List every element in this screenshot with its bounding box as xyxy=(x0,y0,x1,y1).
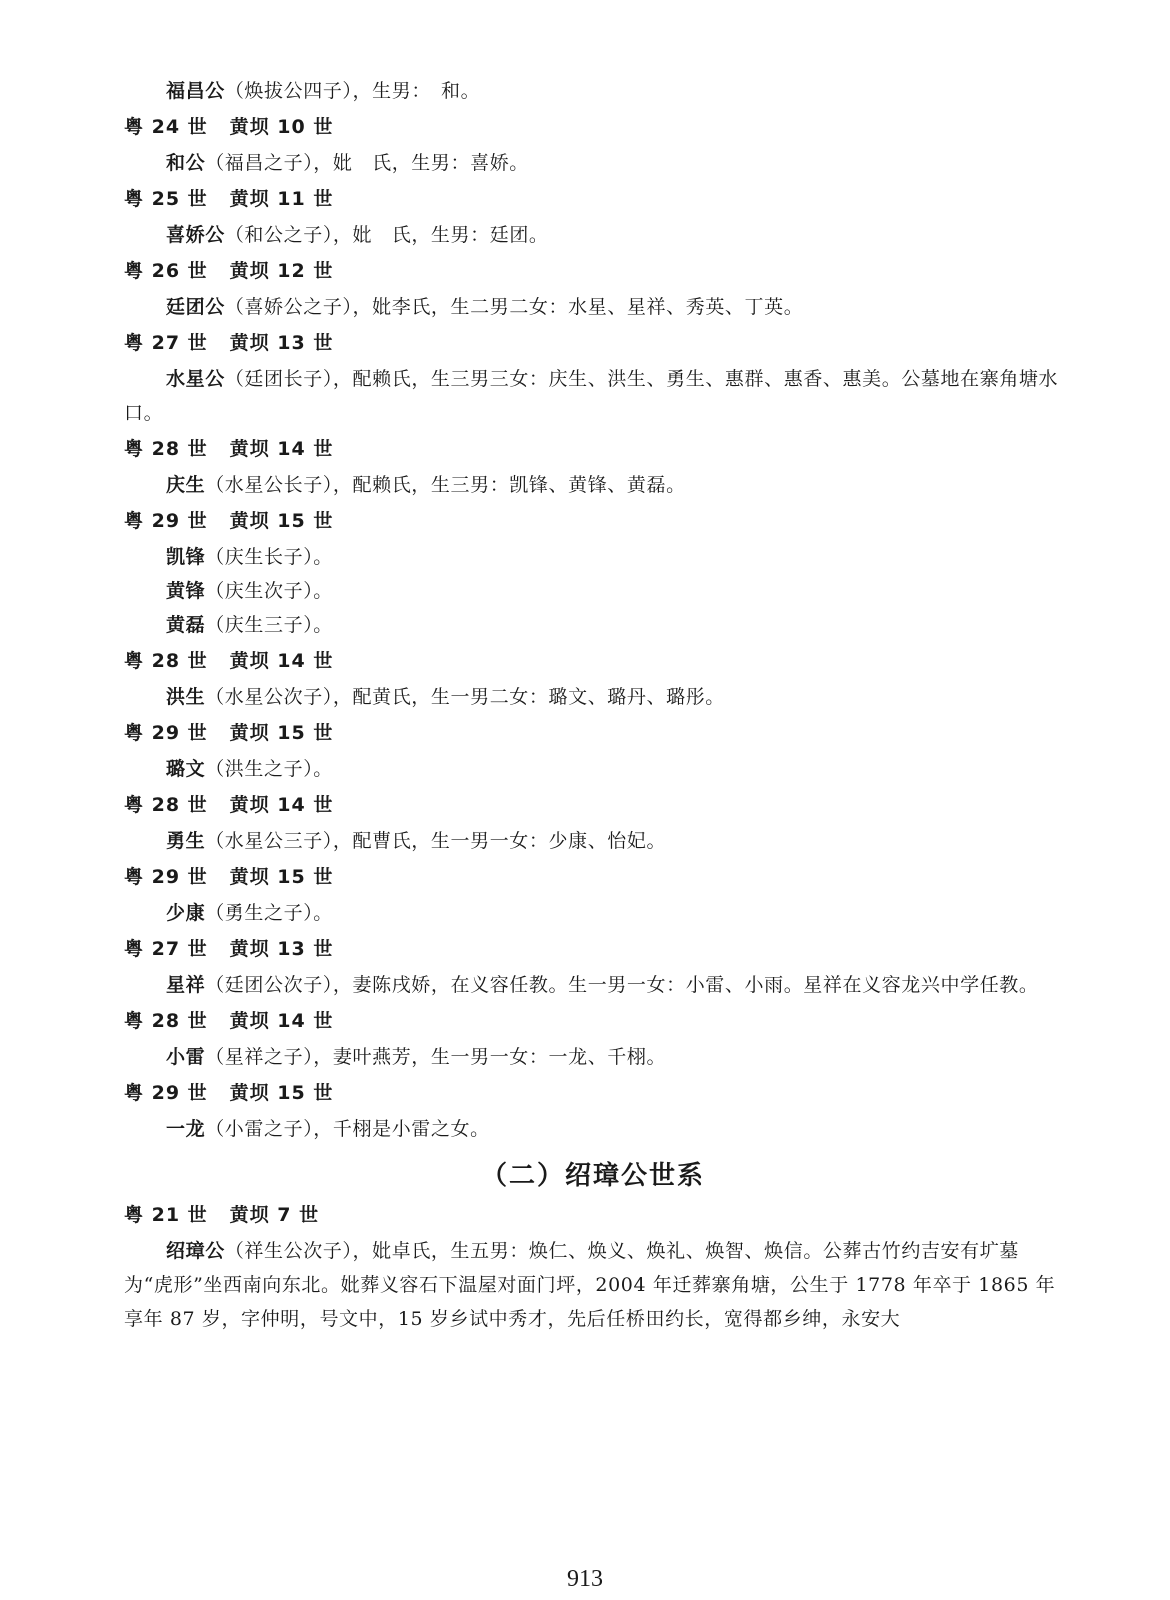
generation-yue: 粤 25 世 xyxy=(124,188,208,210)
person-description: （喜娇公之子），妣李氏，生二男二女：水星、星祥、秀英、丁英。 xyxy=(224,296,804,318)
person-name: 喜娇公 xyxy=(166,224,225,246)
generation-heading xyxy=(124,508,1062,534)
person-name: 少康 xyxy=(166,902,206,924)
person-name: 福昌公 xyxy=(166,80,225,102)
generation-yue: 粤 27 世 xyxy=(124,938,208,960)
person-name: 黄锋 xyxy=(166,580,206,602)
generation-heading xyxy=(124,114,1062,140)
generation-heading xyxy=(124,1080,1062,1106)
person-name: 洪生 xyxy=(166,686,206,708)
generation-huangba: 黄坝 14 世 xyxy=(229,438,334,460)
generation-huangba: 黄坝 13 世 xyxy=(229,332,334,354)
person-entry xyxy=(124,146,1062,180)
generation-huangba: 黄坝 10 世 xyxy=(229,116,334,138)
generation-huangba: 黄坝 14 世 xyxy=(229,650,334,672)
person-name: 勇生 xyxy=(166,830,206,852)
generation-huangba: 黄坝 15 世 xyxy=(229,866,334,888)
person-name: 星祥 xyxy=(166,974,206,996)
generation-heading xyxy=(124,1008,1062,1034)
person-entry xyxy=(124,1040,1062,1074)
person-description: （勇生之子）。 xyxy=(205,902,333,924)
generation-huangba: 黄坝 13 世 xyxy=(229,938,334,960)
person-name: 庆生 xyxy=(166,474,206,496)
person-name: 小雷 xyxy=(166,1046,206,1068)
generation-heading xyxy=(124,436,1062,462)
generation-huangba: 黄坝 11 世 xyxy=(229,188,334,210)
generation-heading xyxy=(124,186,1062,212)
person-entry xyxy=(124,896,1062,930)
person-description: （福昌之子），妣 氏，生男：喜娇。 xyxy=(205,152,529,174)
person-entry xyxy=(124,752,1062,786)
person-description: （焕拔公四子），生男： 和。 xyxy=(224,80,481,102)
genealogy-entries xyxy=(124,74,1062,1336)
person-name: 凯锋 xyxy=(166,546,206,568)
person-entry xyxy=(124,468,1062,502)
generation-yue: 粤 28 世 xyxy=(124,438,208,460)
person-entry xyxy=(124,362,1062,430)
generation-heading xyxy=(124,720,1062,746)
section-title: （二）绍璋公世系 xyxy=(480,1161,705,1191)
person-name: 和公 xyxy=(166,152,206,174)
generation-huangba: 黄坝 7 世 xyxy=(229,1204,320,1226)
generation-huangba: 黄坝 14 世 xyxy=(229,1010,334,1032)
person-entry xyxy=(124,968,1062,1002)
person-description: （水星公三子），配曹氏，生一男一女：少康、怡妃。 xyxy=(205,830,667,852)
generation-heading xyxy=(124,258,1062,284)
generation-yue: 粤 28 世 xyxy=(124,650,208,672)
person-description: （廷团公次子），妻陈戌娇，在义容任教。生一男一女：小雷、小雨。星祥在义容龙兴中学任教。 xyxy=(205,974,1039,996)
generation-yue: 粤 24 世 xyxy=(124,116,208,138)
person-entry xyxy=(124,1112,1062,1146)
generation-huangba: 黄坝 15 世 xyxy=(229,510,334,532)
generation-huangba: 黄坝 12 世 xyxy=(229,260,334,282)
generation-heading xyxy=(124,330,1062,356)
person-entry xyxy=(124,824,1062,858)
generation-heading xyxy=(124,648,1062,674)
person-description: （廷团长子），配赖氏，生三男三女：庆生、洪生、勇生、惠群、惠香、惠美。公墓地在寨角塘水口。 xyxy=(124,368,1059,424)
generation-yue: 粤 28 世 xyxy=(124,794,208,816)
generation-yue: 粤 29 世 xyxy=(124,866,208,888)
generation-huangba: 黄坝 15 世 xyxy=(229,722,334,744)
generation-yue: 粤 26 世 xyxy=(124,260,208,282)
person-name: 廷团公 xyxy=(166,296,225,318)
person-entry xyxy=(124,680,1062,714)
person-description: （庆生次子）。 xyxy=(205,580,333,602)
person-description: （水星公长子），配赖氏，生三男：凯锋、黄锋、黄磊。 xyxy=(205,474,686,496)
person-name: 璐文 xyxy=(166,758,206,780)
person-entry xyxy=(124,608,1062,642)
person-name: 黄磊 xyxy=(166,614,206,636)
generation-yue: 粤 21 世 xyxy=(124,1204,208,1226)
person-name: 绍璋公 xyxy=(166,1240,225,1262)
generation-yue: 粤 29 世 xyxy=(124,722,208,744)
person-entry xyxy=(124,290,1062,324)
page-number: 913 xyxy=(567,1566,603,1592)
person-description: （庆生长子）。 xyxy=(205,546,333,568)
person-entry xyxy=(124,1234,1062,1336)
generation-yue: 粤 27 世 xyxy=(124,332,208,354)
generation-heading xyxy=(124,792,1062,818)
generation-heading xyxy=(124,1202,1062,1228)
person-name: 一龙 xyxy=(166,1118,206,1140)
person-description: （星祥之子），妻叶燕芳，生一男一女：一龙、千栩。 xyxy=(205,1046,667,1068)
generation-huangba: 黄坝 15 世 xyxy=(229,1082,334,1104)
person-entry xyxy=(124,540,1062,574)
generation-yue: 粤 29 世 xyxy=(124,1082,208,1104)
person-entry xyxy=(124,218,1062,252)
generation-yue: 粤 28 世 xyxy=(124,1010,208,1032)
generation-heading xyxy=(124,864,1062,890)
person-description: （洪生之子）。 xyxy=(205,758,333,780)
person-description: （庆生三子）。 xyxy=(205,614,333,636)
person-description: （小雷之子），千栩是小雷之女。 xyxy=(205,1118,490,1140)
generation-huangba: 黄坝 14 世 xyxy=(229,794,334,816)
person-description: （和公之子），妣 氏，生男：廷团。 xyxy=(224,224,549,246)
person-description: （水星公次子），配黄氏，生一男二女：璐文、璐丹、璐彤。 xyxy=(205,686,725,708)
generation-heading xyxy=(124,936,1062,962)
person-description: （祥生公次子），妣卓氏，生五男：焕仁、焕义、焕礼、焕智、焕信。公葬古竹约吉安有圹墓为“虎形”坐西南向东北。妣葬义容石下温屋对面门坪，2004 年迁葬寨角塘，公生于 1778 年卒于 1865 年享年 87 岁，字仲明，号文中，15 岁乡试中秀才，先后任桥田约长，宽得都乡绅，永安大 xyxy=(124,1240,1056,1330)
person-entry xyxy=(124,574,1062,608)
person-name: 水星公 xyxy=(166,368,225,390)
generation-yue: 粤 29 世 xyxy=(124,510,208,532)
person-entry xyxy=(124,74,1062,108)
